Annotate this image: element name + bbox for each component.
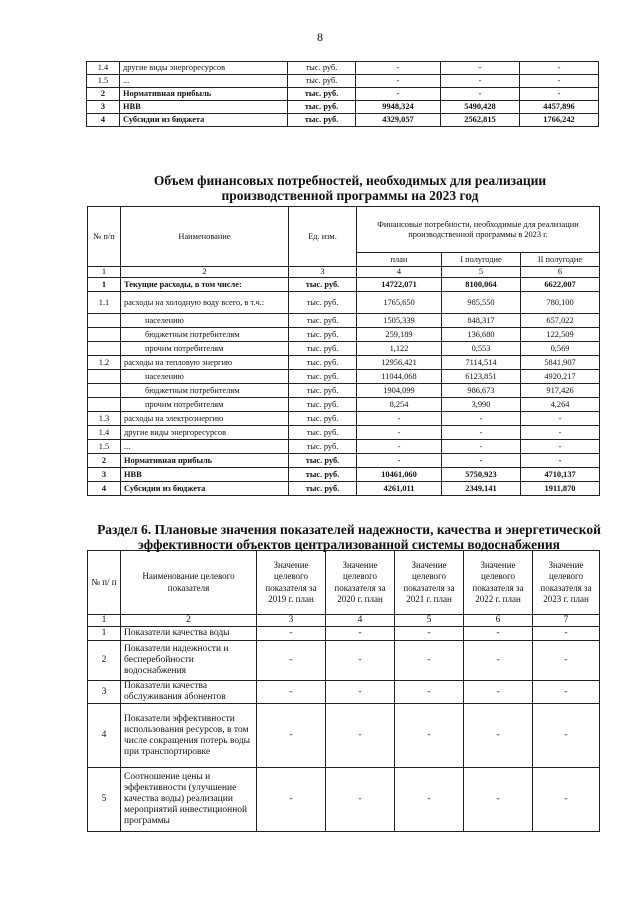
indicator-name: Показатели качества обслуживания абонентов bbox=[121, 681, 257, 704]
value-half-2: 657,022 bbox=[521, 314, 600, 328]
indicator-value: - bbox=[533, 681, 600, 704]
indicator-value: - bbox=[395, 681, 464, 704]
value-plan: - bbox=[357, 426, 442, 440]
value-half-2: 4710,137 bbox=[521, 468, 600, 482]
value-half-1: - bbox=[441, 62, 520, 75]
value-half-1: 2349,141 bbox=[442, 482, 521, 496]
indicator-value: - bbox=[395, 641, 464, 681]
row-num: 2 bbox=[88, 454, 121, 468]
indicator-value: - bbox=[257, 704, 326, 768]
value-half-2: - bbox=[521, 426, 600, 440]
value-plan: - bbox=[356, 62, 441, 75]
table-row bbox=[87, 101, 599, 114]
row-unit: тыс. руб. bbox=[288, 75, 356, 88]
value-half-1: 5490,428 bbox=[441, 101, 520, 114]
target-indicators-table bbox=[87, 550, 600, 832]
table-row bbox=[88, 704, 600, 768]
value-half-1: 7114,514 bbox=[442, 356, 521, 370]
row-name: другие виды энергоресурсов bbox=[121, 426, 289, 440]
value-half-1: - bbox=[442, 454, 521, 468]
row-name: ... bbox=[121, 440, 289, 454]
row-name: Субсидии из бюджета bbox=[120, 114, 288, 127]
column-index: 5 bbox=[442, 267, 521, 278]
indicator-value: - bbox=[257, 681, 326, 704]
value-half-2: 122,509 bbox=[521, 328, 600, 342]
column-index: 5 bbox=[395, 615, 464, 627]
value-plan: 4261,011 bbox=[357, 482, 442, 496]
header-half-2: II полугодие bbox=[521, 253, 600, 267]
row-unit: тыс. руб. bbox=[289, 328, 357, 342]
value-half-1: 136,680 bbox=[442, 328, 521, 342]
value-plan: 12956,421 bbox=[357, 356, 442, 370]
value-half-1: - bbox=[441, 88, 520, 101]
row-num bbox=[88, 314, 121, 328]
value-half-2: - bbox=[521, 454, 600, 468]
row-num: 3 bbox=[88, 681, 121, 704]
row-num: 1.5 bbox=[87, 75, 120, 88]
value-plan: 14722,071 bbox=[357, 278, 442, 292]
value-half-1: 986,673 bbox=[442, 384, 521, 398]
row-num: 4 bbox=[88, 704, 121, 768]
table-row bbox=[88, 292, 600, 314]
row-num bbox=[88, 328, 121, 342]
indicator-value: - bbox=[326, 641, 395, 681]
value-plan: 1765,650 bbox=[357, 292, 442, 314]
row-name: Нормативная прибыль bbox=[120, 88, 288, 101]
value-half-1: 0,553 bbox=[442, 342, 521, 356]
row-name: расходы на холодную воду всего, в т.ч.: bbox=[121, 292, 289, 314]
table-row bbox=[88, 328, 600, 342]
table-row bbox=[87, 114, 599, 127]
row-unit: тыс. руб. bbox=[289, 454, 357, 468]
table-row bbox=[88, 398, 600, 412]
value-half-2: 0,569 bbox=[521, 342, 600, 356]
financial-needs-table bbox=[87, 206, 600, 496]
value-half-1: 3,990 bbox=[442, 398, 521, 412]
table-row bbox=[88, 482, 600, 496]
row-num bbox=[88, 384, 121, 398]
value-plan: 1505,339 bbox=[357, 314, 442, 328]
value-half-1: - bbox=[442, 426, 521, 440]
table-row bbox=[88, 440, 600, 454]
row-num: 1.5 bbox=[88, 440, 121, 454]
value-plan: 10461,060 bbox=[357, 468, 442, 482]
row-unit: тыс. руб. bbox=[288, 101, 356, 114]
indicator-value: - bbox=[257, 641, 326, 681]
indicator-value: - bbox=[464, 681, 533, 704]
indicator-value: - bbox=[326, 627, 395, 641]
indicator-name: Показатели надежности и бесперебойности водоснабжения bbox=[121, 641, 257, 681]
table-row bbox=[88, 314, 600, 328]
row-name: другие виды энергоресурсов bbox=[120, 62, 288, 75]
table-row bbox=[88, 278, 600, 292]
indicator-name: Показатели качества воды bbox=[121, 627, 257, 641]
value-half-1: 985,550 bbox=[442, 292, 521, 314]
value-plan: - bbox=[357, 454, 442, 468]
value-half-2: - bbox=[521, 440, 600, 454]
table-row bbox=[88, 468, 600, 482]
indicator-name: Соотношение цены и эффективности (улучшение качества воды) реализации мероприятий инвестиционной программы bbox=[121, 768, 257, 832]
row-num: 1.3 bbox=[88, 412, 121, 426]
value-half-1: 6123,851 bbox=[442, 370, 521, 384]
header-plan: план bbox=[357, 253, 442, 267]
row-name: бюджетным потребителям bbox=[121, 328, 289, 342]
header-unit: Ед. изм. bbox=[289, 207, 357, 267]
value-half-2: 780,100 bbox=[521, 292, 600, 314]
row-num: 1.4 bbox=[88, 426, 121, 440]
title-line-1: Раздел 6. Плановые значения показателей надежности, качества и энергетической bbox=[97, 522, 601, 537]
column-index: 2 bbox=[121, 615, 257, 627]
table-row bbox=[88, 454, 600, 468]
table-row bbox=[88, 370, 600, 384]
value-half-1: 8100,064 bbox=[442, 278, 521, 292]
row-unit: тыс. руб. bbox=[288, 114, 356, 127]
value-half-2: 4457,896 bbox=[520, 101, 599, 114]
table-row bbox=[88, 384, 600, 398]
value-plan: 1904,099 bbox=[357, 384, 442, 398]
value-plan: 8,254 bbox=[357, 398, 442, 412]
row-unit: тыс. руб. bbox=[289, 468, 357, 482]
row-num: 4 bbox=[87, 114, 120, 127]
value-half-2: 1911,870 bbox=[521, 482, 600, 496]
row-name: НВВ bbox=[121, 468, 289, 482]
row-num: 1 bbox=[88, 627, 121, 641]
header-name: Наименование целевого показателя bbox=[121, 551, 257, 615]
table-row bbox=[88, 681, 600, 704]
table-row bbox=[88, 641, 600, 681]
column-index: 3 bbox=[257, 615, 326, 627]
indicator-value: - bbox=[326, 704, 395, 768]
value-half-2: 917,426 bbox=[521, 384, 600, 398]
section6-title bbox=[84, 522, 614, 552]
row-unit: тыс. руб. bbox=[289, 398, 357, 412]
table-row bbox=[88, 356, 600, 370]
column-index: 3 bbox=[289, 267, 357, 278]
column-index: 4 bbox=[357, 267, 442, 278]
indicator-value: - bbox=[326, 768, 395, 832]
column-index: 7 bbox=[533, 615, 600, 627]
table-row bbox=[88, 768, 600, 832]
row-name: ... bbox=[120, 75, 288, 88]
row-unit: тыс. руб. bbox=[289, 440, 357, 454]
indicator-value: - bbox=[533, 768, 600, 832]
indicator-value: - bbox=[257, 627, 326, 641]
row-name: прочим потребителям bbox=[121, 342, 289, 356]
value-half-1: 848,317 bbox=[442, 314, 521, 328]
row-num: 2 bbox=[88, 641, 121, 681]
value-half-1: 2562,815 bbox=[441, 114, 520, 127]
row-unit: тыс. руб. bbox=[289, 292, 357, 314]
header-year-2021: Значение целевого показателя за 2021 г. план bbox=[395, 551, 464, 615]
row-unit: тыс. руб. bbox=[289, 314, 357, 328]
value-half-2: 4,264 bbox=[521, 398, 600, 412]
row-num: 3 bbox=[88, 468, 121, 482]
row-unit: тыс. руб. bbox=[289, 356, 357, 370]
row-unit: тыс. руб. bbox=[288, 88, 356, 101]
row-unit: тыс. руб. bbox=[289, 412, 357, 426]
table-row bbox=[88, 412, 600, 426]
title-line-1: Объем финансовых потребностей, необходимых для реализации bbox=[153, 173, 547, 188]
row-name: Текущие расходы, в том числе: bbox=[121, 278, 289, 292]
row-num: 1.4 bbox=[87, 62, 120, 75]
value-plan: - bbox=[356, 88, 441, 101]
row-name: населению bbox=[121, 370, 289, 384]
value-half-2: - bbox=[520, 75, 599, 88]
indicator-value: - bbox=[395, 704, 464, 768]
row-num: 1.1 bbox=[88, 292, 121, 314]
row-unit: тыс. руб. bbox=[289, 482, 357, 496]
row-name: расходы на тепловую энергию bbox=[121, 356, 289, 370]
header-year-2019: Значение целевого показателя за 2019 г. план bbox=[257, 551, 326, 615]
row-num bbox=[88, 370, 121, 384]
value-half-2: - bbox=[520, 88, 599, 101]
value-plan: - bbox=[357, 412, 442, 426]
value-plan: 1,122 bbox=[357, 342, 442, 356]
column-index: 1 bbox=[88, 267, 121, 278]
row-unit: тыс. руб. bbox=[289, 342, 357, 356]
row-unit: тыс. руб. bbox=[288, 62, 356, 75]
indicator-value: - bbox=[395, 627, 464, 641]
value-half-2: 1766,242 bbox=[520, 114, 599, 127]
value-plan: 259,189 bbox=[357, 328, 442, 342]
row-name: НВВ bbox=[120, 101, 288, 114]
row-name: бюджетным потребителям bbox=[121, 384, 289, 398]
title-line-2: производственной программы на 2023 год bbox=[221, 188, 479, 203]
indicator-value: - bbox=[257, 768, 326, 832]
row-num: 1.2 bbox=[88, 356, 121, 370]
indicator-name: Показатели эффективности использования ресурсов, в том числе сокращения потерь воды при транспортировке bbox=[121, 704, 257, 768]
row-name: Субсидии из бюджета bbox=[121, 482, 289, 496]
header-num: № п/ п bbox=[88, 551, 121, 615]
indicator-value: - bbox=[326, 681, 395, 704]
column-index: 6 bbox=[464, 615, 533, 627]
value-half-2: - bbox=[520, 62, 599, 75]
column-index: 4 bbox=[326, 615, 395, 627]
header-half-1: I полугодие bbox=[442, 253, 521, 267]
value-half-2: 4920,217 bbox=[521, 370, 600, 384]
indicator-value: - bbox=[464, 704, 533, 768]
column-index: 6 bbox=[521, 267, 600, 278]
row-num bbox=[88, 398, 121, 412]
value-half-1: - bbox=[441, 75, 520, 88]
row-name: Нормативная прибыль bbox=[121, 454, 289, 468]
value-plan: 9948,324 bbox=[356, 101, 441, 114]
value-plan: - bbox=[356, 75, 441, 88]
value-half-1: 5750,923 bbox=[442, 468, 521, 482]
row-unit: тыс. руб. bbox=[289, 426, 357, 440]
header-group: Финансовые потребности, необходимые для реализации производственной программы в 2023 г. bbox=[357, 207, 600, 253]
indicator-value: - bbox=[533, 704, 600, 768]
column-index: 2 bbox=[121, 267, 289, 278]
header-year-2020: Значение целевого показателя за 2020 г. план bbox=[326, 551, 395, 615]
financial-needs-title bbox=[100, 173, 600, 203]
value-half-1: - bbox=[442, 440, 521, 454]
row-num: 2 bbox=[87, 88, 120, 101]
row-num bbox=[88, 342, 121, 356]
row-num: 5 bbox=[88, 768, 121, 832]
value-plan: - bbox=[357, 440, 442, 454]
header-num: № п/п bbox=[88, 207, 121, 267]
header-name: Наименование bbox=[121, 207, 289, 267]
continuation-table bbox=[86, 61, 599, 127]
header-year-2023: Значение целевого показателя за 2023 г. план bbox=[533, 551, 600, 615]
value-plan: 4329,057 bbox=[356, 114, 441, 127]
value-half-2: 5841,907 bbox=[521, 356, 600, 370]
value-half-1: - bbox=[442, 412, 521, 426]
row-num: 1 bbox=[88, 278, 121, 292]
table-row bbox=[87, 88, 599, 101]
row-unit: тыс. руб. bbox=[289, 278, 357, 292]
row-name: населению bbox=[121, 314, 289, 328]
table-row bbox=[87, 62, 599, 75]
page-number: 8 bbox=[317, 30, 323, 44]
value-plan: 11044,068 bbox=[357, 370, 442, 384]
header-year-2022: Значение целевого показателя за 2022 г. план bbox=[464, 551, 533, 615]
indicator-value: - bbox=[464, 768, 533, 832]
indicator-value: - bbox=[533, 627, 600, 641]
row-name: прочим потребителям bbox=[121, 398, 289, 412]
table-row bbox=[87, 75, 599, 88]
value-half-2: 6622,007 bbox=[521, 278, 600, 292]
indicator-value: - bbox=[464, 641, 533, 681]
row-num: 3 bbox=[87, 101, 120, 114]
row-unit: тыс. руб. bbox=[289, 370, 357, 384]
table-row bbox=[88, 426, 600, 440]
table-row bbox=[88, 627, 600, 641]
row-name: расходы на электроэнергию bbox=[121, 412, 289, 426]
indicator-value: - bbox=[533, 641, 600, 681]
column-index: 1 bbox=[88, 615, 121, 627]
row-unit: тыс. руб. bbox=[289, 384, 357, 398]
indicator-value: - bbox=[464, 627, 533, 641]
indicator-value: - bbox=[395, 768, 464, 832]
table-row bbox=[88, 342, 600, 356]
row-num: 4 bbox=[88, 482, 121, 496]
title-line-2: эффективности объектов централизованной системы водоснабжения bbox=[138, 537, 560, 552]
value-half-2: - bbox=[521, 412, 600, 426]
